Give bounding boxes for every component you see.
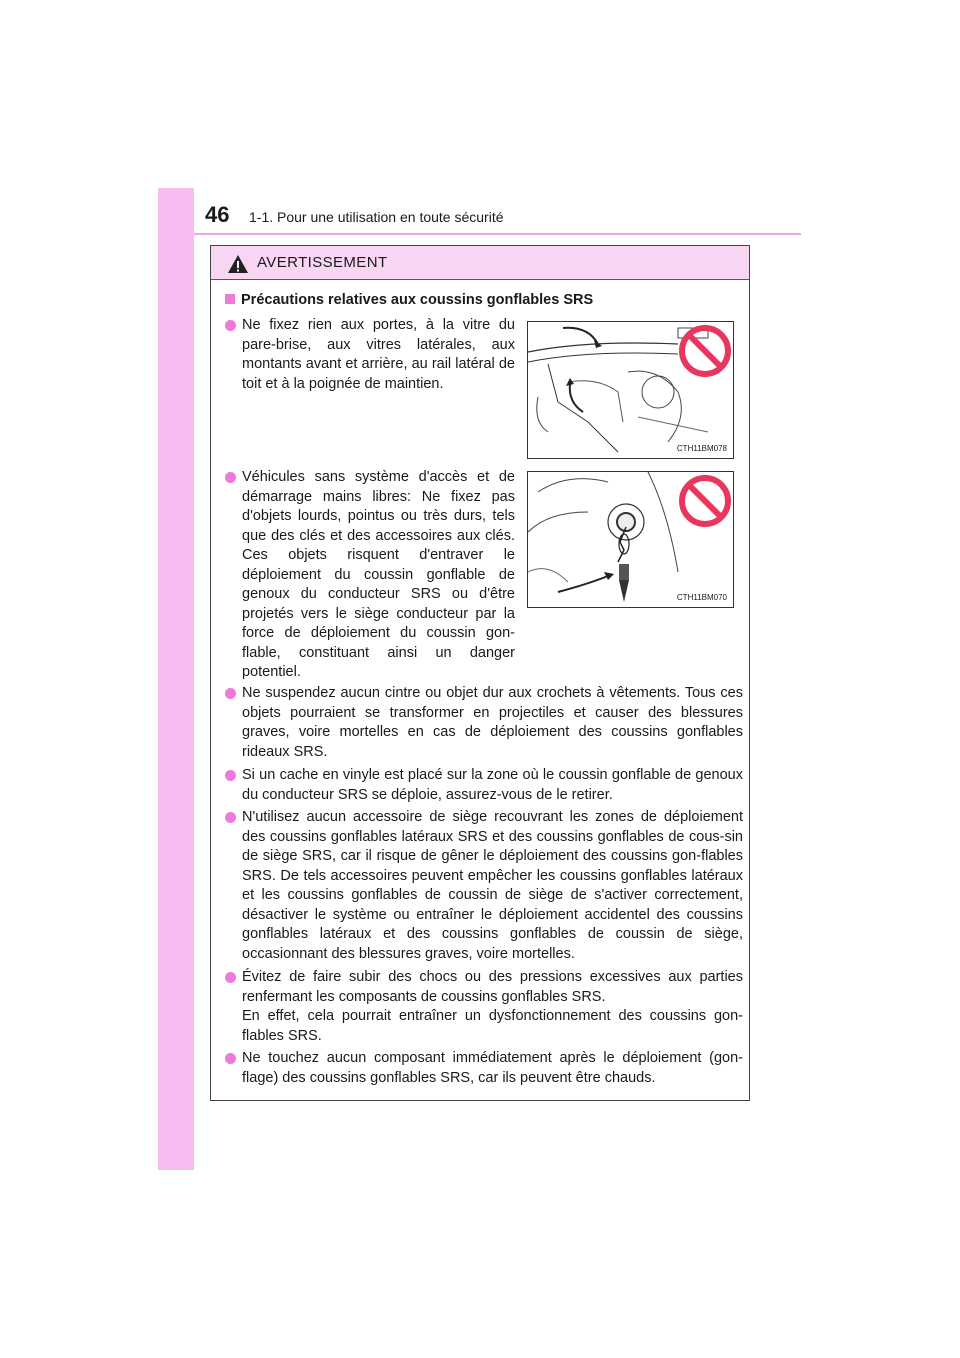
list-item-text-continued: En effet, cela pourrait entraîner un dysfonctionnement des coussins gon-flables SRS.: [242, 1008, 743, 1044]
warning-header: [211, 246, 749, 280]
round-bullet-icon: [225, 812, 236, 823]
list-item: [225, 766, 743, 805]
section-title: 1-1. Pour une utilisation en toute sécurité: [249, 209, 504, 225]
figure-code: CTH11BM070: [676, 593, 727, 602]
warning-box: [210, 245, 750, 1101]
warning-subheading: [225, 291, 593, 309]
warning-triangle-icon: [227, 254, 249, 274]
list-item: [225, 968, 743, 1046]
list-item-text: Ne touchez aucun composant immédiatement après le déploiement (gon-flage) des coussins gonflables SRS, car ils peuvent être chauds.: [242, 1050, 743, 1086]
round-bullet-icon: [225, 1053, 236, 1064]
header-rule: [194, 233, 801, 235]
list-item: [225, 1049, 743, 1088]
list-item-text: N'utilisez aucun accessoire de siège recouvrant les zones de déploiement des coussins gonflables latéraux SRS et des coussins gonflables de cous-sin de siège SRS, car il risque de gêner le déploiement des coussins gon-flables SRS. De tels accessoires peuvent empêcher les coussins gonflables latéraux et les coussins gonflables de coussin de siège de s'activer correctement, désactiver le système ou entraîner le déploiement accidentel des coussins gonflables latéraux et des coussins gonflables de coussin de siège, occasionnant des blessures graves, voire mortelles.: [242, 809, 743, 962]
list-item-text: Évitez de faire subir des chocs ou des pressions excessives aux parties renfermant les composants de coussins gonflables SRS.: [242, 969, 743, 1005]
figure-ignition-key: [527, 471, 734, 608]
figure-code: CTH11BM078: [676, 444, 727, 453]
list-item: [225, 316, 515, 394]
figure-roof-rail: [527, 321, 734, 459]
list-item-text: Véhicules sans système d'accès et de démarrage mains libres: Ne fixez pas d'objets lourds, pointus ou très durs, tels que des clés et des accessoires aux clés. Ces objets risquent d'entraver le déploiement du coussin gonflable de genoux du conducteur SRS ou d'être projetés vers le siège conducteur par la force de déploiement du coussin gon-flable, constituant ainsi un danger potentiel.: [242, 469, 515, 680]
list-item: [225, 684, 743, 762]
chapter-side-strip: [158, 188, 194, 1170]
list-item: [225, 808, 743, 964]
square-bullet-icon: [225, 294, 235, 304]
round-bullet-icon: [225, 320, 236, 331]
round-bullet-icon: [225, 972, 236, 983]
prohibition-icon: [678, 474, 732, 528]
round-bullet-icon: [225, 770, 236, 781]
prohibition-icon: [678, 324, 732, 378]
round-bullet-icon: [225, 688, 236, 699]
warning-label: AVERTISSEMENT: [257, 254, 388, 271]
subheading-text: Précautions relatives aux coussins gonflables SRS: [241, 292, 594, 308]
page-number: 46: [205, 202, 230, 227]
list-item: [225, 468, 515, 683]
list-item-text: Si un cache en vinyle est placé sur la zone où le coussin gonflable de genoux du conducteur SRS se déploie, assurez-vous de le retirer.: [242, 767, 743, 803]
round-bullet-icon: [225, 472, 236, 483]
list-item-text: Ne suspendez aucun cintre ou objet dur aux crochets à vêtements. Tous ces objets pourraient se transformer en projectiles et causer des blessures graves, voire mortelles en cas de déploiement des coussins gonflables rideaux SRS.: [242, 685, 743, 760]
list-item-text: Ne fixez rien aux portes, à la vitre du pare-brise, aux vitres latérales, aux montants avant et arrière, au rail latéral de toit et à la poignée de maintien.: [242, 317, 515, 392]
